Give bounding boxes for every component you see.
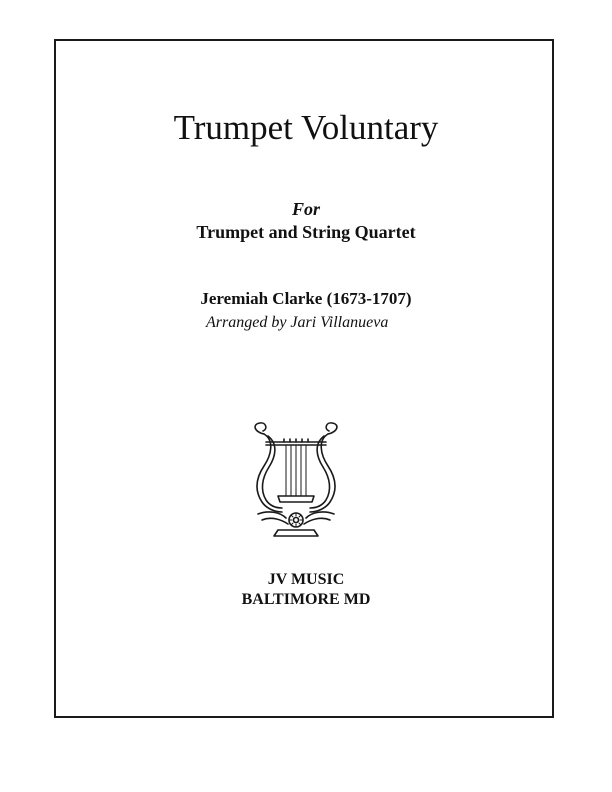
page-title: Trumpet Voluntary <box>173 108 439 147</box>
composer-credit: Jeremiah Clarke (1673-1707) <box>200 289 412 308</box>
arranger-credit: Arranged by Jari Villanueva <box>206 314 389 331</box>
publisher-name: JV MUSIC <box>267 571 345 588</box>
publisher-location: BALTIMORE MD <box>241 591 371 608</box>
lyre-icon <box>244 420 348 540</box>
instrumentation: Trumpet and String Quartet <box>196 222 416 242</box>
for-label: For <box>291 199 320 219</box>
